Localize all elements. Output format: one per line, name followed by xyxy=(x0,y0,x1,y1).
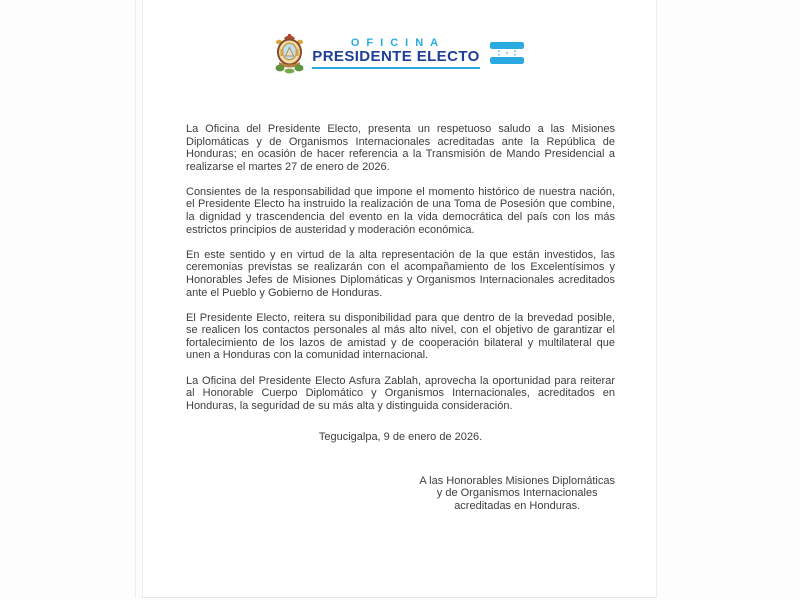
addressee-lines xyxy=(419,475,615,513)
letterhead-president-elect-label: PRESIDENTE ELECTO xyxy=(312,49,479,69)
letter-paragraph-2: Consientes de la responsabilidad que impone el momento histórico de nuestra nación, el Presidente Electo ha instruido la realización de una Toma de Posesión que combine, la dignidad y trascendencia del evento en la vida democrática del país con los más estrictos principios de austeridad y moderación económica. xyxy=(186,185,615,236)
honduras-flag-icon xyxy=(489,39,525,67)
letter-paragraph-1: La Oficina del Presidente Electo, presenta un respetuoso saludo a las Misiones Diplomáticas y de Organismos Internacionales acreditadas ante la República de Honduras; en ocasión de hacer referencia a la Transmisión de Mando Presidencial a realizarse el martes 27 de enero de 2026. xyxy=(186,123,615,173)
letter-page xyxy=(142,0,657,598)
letter-paragraph-4: El Presidente Electo, reitera su disponibilidad para que dentro de la brevedad posible, se realicen los contactos personales al más alto nivel, con el objetivo de garantizar el fortalecimiento de los lazos de amistad y de cooperación bilateral y multilateral que unen a Honduras con la comunidad internacional. xyxy=(186,311,615,362)
letter-paragraph-5: La Oficina del Presidente Electo Asfura Zablah, aprovecha la oportunidad para reiterar al Honorable Cuerpo Diplomático y Organismos Internacionales, acreditados en Honduras, la seguridad de su más alta y distinguida consideración. xyxy=(186,374,615,412)
letter-body xyxy=(143,123,656,513)
page-edge-line xyxy=(135,0,136,598)
letterhead xyxy=(143,30,656,76)
honduras-coat-of-arms-icon xyxy=(274,32,305,74)
letter-paragraph-3: En este sentido y en virtud de la alta representación de la que están investidos, las ceremonias previstas se realizarán con el acompañamiento de los Excelentísimos y Honorables Jefes de Misiones Diplomáticas y Organismos Internacionales acreditados ante el Pueblo y Gobierno de Honduras. xyxy=(186,248,615,299)
letterhead-wordmark xyxy=(312,37,479,69)
letterhead-office-label: OFICINA xyxy=(350,37,446,49)
addressee-block xyxy=(186,475,615,513)
addressee-line-1: A las Honorables Misiones Diplomáticas xyxy=(419,474,615,487)
letter-dateline: Tegucigalpa, 9 de enero de 2026. xyxy=(318,431,483,444)
addressee-line-2: y de Organismos Internacionales xyxy=(436,487,598,500)
addressee-line-3: acreditadas en Honduras. xyxy=(454,500,581,513)
